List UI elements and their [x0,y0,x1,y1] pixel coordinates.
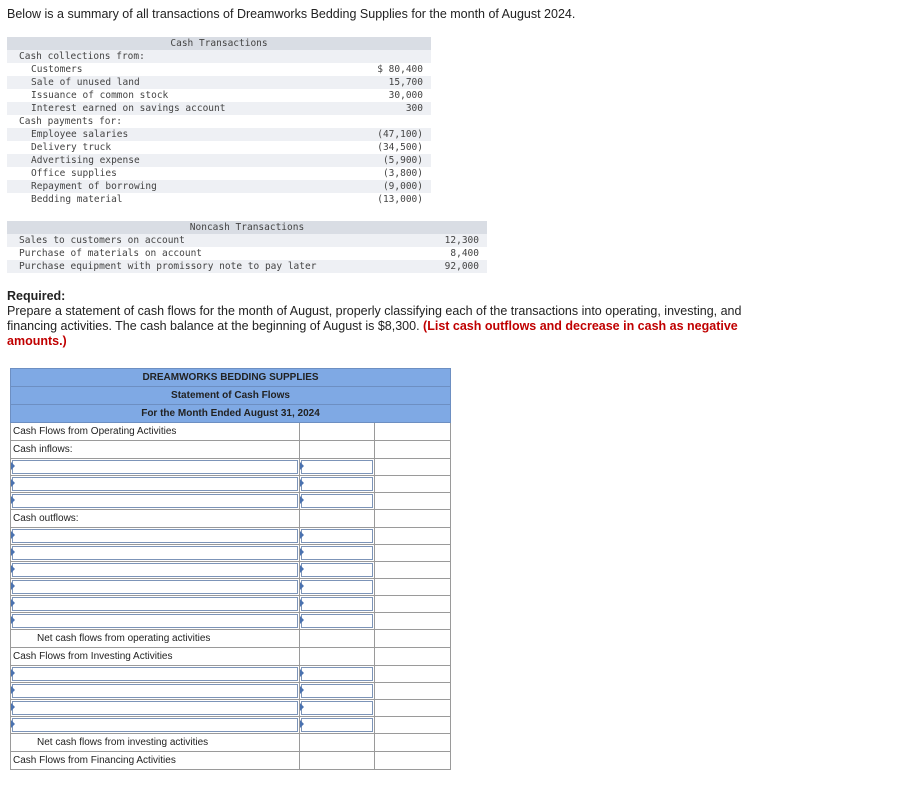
required-note: (List cash outflows and decrease in cash as negative amounts.) [7,319,738,348]
dropdown-arrow-icon[interactable] [300,496,304,504]
empty-cell [375,528,451,545]
transaction-label: Repayment of borrowing [7,180,347,193]
input-box[interactable] [301,614,374,628]
transaction-label: Advertising expense [7,154,347,167]
description-dropdown[interactable] [11,493,300,510]
transaction-amount: (3,800) [382,168,423,179]
cash-transaction-row [7,102,431,115]
amount-input[interactable] [299,717,375,734]
input-box[interactable] [301,529,374,543]
required-section [7,289,767,349]
input-box[interactable] [301,667,374,681]
amount-input[interactable] [299,666,375,683]
worksheet-row [11,441,451,459]
empty-cell [375,493,451,510]
worksheet-input-row [11,596,451,613]
dropdown-arrow-icon[interactable] [300,599,304,607]
transaction-label: Employee salaries [7,128,347,141]
transaction-amount: 92,000 [429,260,487,273]
worksheet-input-row [11,717,451,734]
worksheet-input-row [11,666,451,683]
transaction-amount: 15,700 [347,76,431,89]
transaction-amount: 12,300 [429,234,487,247]
dropdown-arrow-icon[interactable] [11,703,15,711]
empty-cell [375,459,451,476]
description-dropdown[interactable] [11,700,300,717]
description-dropdown[interactable] [11,545,300,562]
amount-input[interactable] [299,613,375,630]
input-box[interactable] [301,477,374,491]
input-box[interactable] [301,460,374,474]
transaction-label: Issuance of common stock [31,90,169,101]
description-dropdown[interactable] [11,683,300,700]
operating-activities-header: Cash Flows from Operating Activities [11,423,300,441]
amount-input[interactable] [299,700,375,717]
dropdown-arrow-icon[interactable] [11,531,15,539]
transaction-label: Sale of unused land [7,76,347,89]
input-box[interactable] [301,580,374,594]
worksheet-input-row [11,579,451,596]
input-box[interactable] [12,701,298,715]
worksheet-input-row [11,562,451,579]
required-label: Required: [7,289,66,303]
worksheet-row [11,510,451,528]
amount-input[interactable] [299,683,375,700]
dropdown-arrow-icon[interactable] [11,479,15,487]
dropdown-arrow-icon[interactable] [11,548,15,556]
cash-transaction-row [7,193,431,206]
empty-cell [375,700,451,717]
empty-cell [299,648,375,666]
transaction-amount [347,115,431,128]
empty-cell [299,734,375,752]
description-dropdown[interactable] [11,613,300,630]
dropdown-arrow-icon[interactable] [300,462,304,470]
input-box[interactable] [301,684,374,698]
worksheet-input-row [11,528,451,545]
input-box[interactable] [12,667,298,681]
cash-transaction-row [7,128,431,141]
dropdown-arrow-icon[interactable] [300,548,304,556]
cash-transaction-row [7,115,431,128]
empty-cell [375,734,451,752]
input-box[interactable] [301,494,374,508]
amount-input[interactable] [299,528,375,545]
transaction-label: Bedding material [31,194,123,205]
empty-cell [375,562,451,579]
financing-activities-header: Cash Flows from Financing Activities [11,752,300,770]
input-box[interactable] [301,701,374,715]
required-text: Prepare a statement of cash flows for the month of August, properly classifying each of the transactions into operating, investing, and financing activities. The cash balance at the beginning of August is $8,300. [7,304,742,333]
empty-cell [375,579,451,596]
dropdown-arrow-icon[interactable] [11,462,15,470]
input-box[interactable] [301,563,374,577]
description-dropdown[interactable] [11,562,300,579]
empty-cell [299,510,375,528]
transaction-amount: (47,100) [347,128,431,141]
empty-cell [375,717,451,734]
empty-cell [299,441,375,459]
empty-cell [375,423,451,441]
dropdown-arrow-icon[interactable] [300,616,304,624]
net-investing-label: Net cash flows from investing activities [11,734,300,752]
cash-outflows-label: Cash outflows: [11,510,300,528]
amount-input[interactable] [299,545,375,562]
statement-period: For the Month Ended August 31, 2024 [11,405,451,423]
transaction-amount: (9,000) [347,180,431,193]
cash-inflows-label: Cash inflows: [11,441,300,459]
empty-cell [375,596,451,613]
transaction-label: Interest earned on savings account [7,102,347,115]
input-box[interactable] [301,718,374,732]
dropdown-arrow-icon[interactable] [300,720,304,728]
dropdown-arrow-icon[interactable] [300,479,304,487]
amount-input[interactable] [299,596,375,613]
amount-input[interactable] [299,476,375,493]
input-box[interactable] [12,563,298,577]
empty-cell [375,613,451,630]
worksheet-row [11,752,451,770]
transaction-label: Delivery truck [31,142,112,153]
worksheet-input-row [11,613,451,630]
worksheet-input-row [11,700,451,717]
cash-transactions-header: Cash Transactions [7,37,431,50]
dropdown-arrow-icon[interactable] [11,599,15,607]
cash-transaction-row [7,180,431,193]
noncash-transaction-row [7,234,487,247]
amount-input[interactable] [299,459,375,476]
worksheet-row [11,734,451,752]
amount-input[interactable] [299,562,375,579]
transaction-label: Sales to customers on account [7,234,429,247]
worksheet-input-row [11,459,451,476]
empty-cell [375,630,451,648]
dropdown-arrow-icon[interactable] [300,582,304,590]
cash-flow-worksheet [10,368,451,770]
input-box[interactable] [12,546,298,560]
dropdown-arrow-icon[interactable] [300,565,304,573]
dropdown-arrow-icon[interactable] [11,686,15,694]
dropdown-arrow-icon[interactable] [300,669,304,677]
worksheet-input-row [11,493,451,510]
dropdown-arrow-icon[interactable] [11,720,15,728]
worksheet-input-row [11,545,451,562]
transaction-amount: 300 [347,102,431,115]
cash-transaction-row [7,63,431,76]
amount-input[interactable] [299,579,375,596]
cash-transaction-row [7,141,431,154]
worksheet-row [11,648,451,666]
net-operating-label: Net cash flows from operating activities [11,630,300,648]
dropdown-arrow-icon[interactable] [300,686,304,694]
cash-transaction-row [7,167,431,180]
empty-cell [375,683,451,700]
noncash-transactions-header: Noncash Transactions [7,221,487,234]
description-dropdown[interactable] [11,528,300,545]
dropdown-arrow-icon[interactable] [11,669,15,677]
input-box[interactable] [12,614,298,628]
input-box[interactable] [12,684,298,698]
input-box[interactable] [12,718,298,732]
transaction-label: Purchase of materials on account [19,248,203,259]
input-box[interactable] [301,546,374,560]
investing-activities-header: Cash Flows from Investing Activities [11,648,300,666]
input-box[interactable] [12,477,298,491]
dropdown-arrow-icon[interactable] [11,582,15,590]
cash-transactions-table [7,37,431,206]
description-dropdown[interactable] [11,476,300,493]
transaction-label: Office supplies [31,168,117,179]
dropdown-arrow-icon[interactable] [11,565,15,573]
cash-transaction-row [7,76,431,89]
empty-cell [299,423,375,441]
cash-transaction-row [7,154,431,167]
transaction-label: Purchase equipment with promissory note to pay later [7,260,429,273]
dropdown-arrow-icon[interactable] [11,496,15,504]
empty-cell [375,752,451,770]
description-dropdown[interactable] [11,596,300,613]
empty-cell [375,441,451,459]
empty-cell [375,510,451,528]
noncash-transaction-row [7,247,487,260]
worksheet-input-row [11,683,451,700]
transaction-label: Cash collections from: [7,50,347,63]
empty-cell [299,752,375,770]
cash-transaction-row [7,50,431,63]
input-box[interactable] [12,494,298,508]
transaction-amount: (13,000) [377,194,423,205]
description-dropdown[interactable] [11,717,300,734]
empty-cell [375,648,451,666]
transaction-amount [347,50,431,63]
empty-cell [299,630,375,648]
transaction-label: Cash payments for: [19,116,122,127]
input-box[interactable] [301,597,374,611]
dropdown-arrow-icon[interactable] [300,531,304,539]
input-box[interactable] [12,580,298,594]
input-box[interactable] [12,460,298,474]
noncash-transaction-row [7,260,487,273]
transaction-amount: $ 80,400 [377,64,423,75]
empty-cell [375,476,451,493]
statement-title: Statement of Cash Flows [11,387,451,405]
transaction-amount: 8,400 [450,248,479,259]
dropdown-arrow-icon[interactable] [300,703,304,711]
transaction-label: Customers [31,64,83,75]
worksheet-row [11,630,451,648]
empty-cell [375,545,451,562]
transaction-amount: 30,000 [388,90,423,101]
worksheet-input-row [11,476,451,493]
description-dropdown[interactable] [11,459,300,476]
empty-cell [375,666,451,683]
amount-input[interactable] [299,493,375,510]
transaction-amount: (5,900) [347,154,431,167]
cash-transaction-row [7,89,431,102]
input-box[interactable] [12,597,298,611]
worksheet-row [11,423,451,441]
description-dropdown[interactable] [11,666,300,683]
transaction-amount: (34,500) [377,142,423,153]
noncash-transactions-table [7,221,487,273]
company-name: DREAMWORKS BEDDING SUPPLIES [11,369,451,387]
input-box[interactable] [12,529,298,543]
description-dropdown[interactable] [11,579,300,596]
dropdown-arrow-icon[interactable] [11,616,15,624]
intro-text: Below is a summary of all transactions of Dreamworks Bedding Supplies for the month of August 2024. [7,7,576,21]
